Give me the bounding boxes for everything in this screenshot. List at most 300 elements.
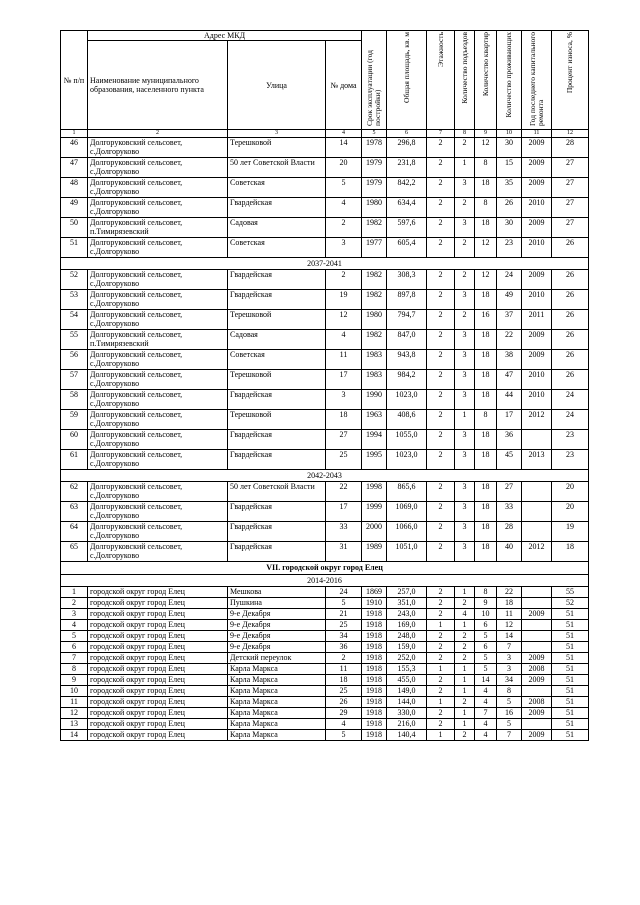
- area-cell: 144,0: [387, 697, 427, 708]
- header-num: № п/п: [61, 31, 88, 130]
- column-index: 1: [61, 130, 88, 138]
- wear-percent-cell: 20: [552, 502, 589, 522]
- wear-percent-cell: 23: [552, 450, 589, 470]
- entrances-cell: 1: [455, 686, 475, 697]
- table-row: [61, 697, 589, 708]
- table-row: [61, 522, 589, 542]
- street-cell: Советская: [228, 350, 326, 370]
- area-cell: 155,3: [387, 664, 427, 675]
- municipality-cell: городской округ город Елец: [88, 730, 228, 741]
- row-number: 10: [61, 686, 88, 697]
- floors-cell: 2: [427, 178, 455, 198]
- table-row: [61, 482, 589, 502]
- municipality-cell: Долгоруковский сельсовет, с.Долгоруково: [88, 542, 228, 562]
- floors-cell: 2: [427, 158, 455, 178]
- wear-percent-cell: 51: [552, 642, 589, 653]
- area-cell: 308,3: [387, 270, 427, 290]
- wear-percent-cell: 51: [552, 631, 589, 642]
- header-year: Срок эксплуатации (год постройки): [362, 31, 387, 130]
- apartments-cell: 12: [475, 138, 497, 158]
- year-cell: 1918: [362, 631, 387, 642]
- header-residents: Количество проживающих: [497, 31, 522, 130]
- residents-cell: 28: [497, 522, 522, 542]
- column-index: 2: [88, 130, 228, 138]
- apartments-cell: 7: [475, 708, 497, 719]
- column-index: 12: [552, 130, 589, 138]
- column-index: 8: [455, 130, 475, 138]
- wear-percent-cell: 51: [552, 686, 589, 697]
- entrances-cell: 2: [455, 270, 475, 290]
- wear-percent-cell: 51: [552, 620, 589, 631]
- area-cell: 943,8: [387, 350, 427, 370]
- year-cell: 1983: [362, 370, 387, 390]
- floors-cell: 2: [427, 138, 455, 158]
- municipality-cell: Долгоруковский сельсовет, с.Долгоруково: [88, 198, 228, 218]
- floors-cell: 2: [427, 390, 455, 410]
- residents-cell: 36: [497, 430, 522, 450]
- wear-percent-cell: 26: [552, 238, 589, 258]
- table-row: [61, 620, 589, 631]
- wear-percent-cell: 24: [552, 410, 589, 430]
- apartments-cell: 18: [475, 482, 497, 502]
- house-number-cell: 5: [326, 598, 362, 609]
- table-row: [61, 430, 589, 450]
- table-row: [61, 330, 589, 350]
- street-cell: Детский переулок: [228, 653, 326, 664]
- apartments-cell: 9: [475, 598, 497, 609]
- floors-cell: 2: [427, 522, 455, 542]
- row-number: 51: [61, 238, 88, 258]
- year-cell: 1918: [362, 642, 387, 653]
- year-cell: 1869: [362, 587, 387, 598]
- wear-percent-cell: 52: [552, 598, 589, 609]
- residents-cell: 15: [497, 158, 522, 178]
- municipality-cell: Долгоруковский сельсовет, с.Долгоруково: [88, 522, 228, 542]
- row-number: 7: [61, 653, 88, 664]
- municipality-cell: Долгоруковский сельсовет, с.Долгоруково: [88, 450, 228, 470]
- residents-cell: 30: [497, 218, 522, 238]
- house-number-cell: 2: [326, 270, 362, 290]
- table-row: [61, 664, 589, 675]
- entrances-cell: 3: [455, 218, 475, 238]
- entrances-cell: 3: [455, 502, 475, 522]
- wear-percent-cell: 20: [552, 482, 589, 502]
- row-number: 63: [61, 502, 88, 522]
- region-heading-row: [61, 562, 589, 575]
- housing-register-table: [60, 30, 589, 741]
- house-number-cell: 26: [326, 697, 362, 708]
- residents-cell: 7: [497, 642, 522, 653]
- house-number-cell: 17: [326, 502, 362, 522]
- floors-cell: 2: [427, 598, 455, 609]
- table-body: [61, 138, 589, 741]
- area-cell: 159,0: [387, 642, 427, 653]
- house-number-cell: 2: [326, 653, 362, 664]
- wear-percent-cell: 18: [552, 542, 589, 562]
- header-address: Адрес МКД: [88, 31, 362, 41]
- year-cell: 1918: [362, 697, 387, 708]
- municipality-cell: Долгоруковский сельсовет, с.Долгоруково: [88, 502, 228, 522]
- street-cell: Терешковой: [228, 410, 326, 430]
- municipality-cell: городской округ город Елец: [88, 631, 228, 642]
- street-cell: Карла Маркса: [228, 730, 326, 741]
- table-row: [61, 450, 589, 470]
- repair-year-cell: [522, 502, 552, 522]
- house-number-cell: 20: [326, 158, 362, 178]
- period-heading-row: [61, 575, 589, 587]
- street-cell: Гвардейская: [228, 522, 326, 542]
- table-row: [61, 598, 589, 609]
- year-cell: 1995: [362, 450, 387, 470]
- street-cell: Гвардейская: [228, 430, 326, 450]
- entrances-cell: 1: [455, 708, 475, 719]
- municipality-cell: Долгоруковский сельсовет, с.Долгоруково: [88, 290, 228, 310]
- area-cell: 257,0: [387, 587, 427, 598]
- table-row: [61, 708, 589, 719]
- wear-percent-cell: 26: [552, 290, 589, 310]
- entrances-cell: 3: [455, 482, 475, 502]
- floors-cell: 2: [427, 642, 455, 653]
- street-cell: Садовая: [228, 330, 326, 350]
- period-heading-row: [61, 470, 589, 482]
- wear-percent-cell: 51: [552, 664, 589, 675]
- area-cell: 296,8: [387, 138, 427, 158]
- entrances-cell: 3: [455, 522, 475, 542]
- residents-cell: 30: [497, 138, 522, 158]
- apartments-cell: 18: [475, 370, 497, 390]
- header-entrances: Количество подъездов: [455, 31, 475, 130]
- repair-year-cell: [522, 430, 552, 450]
- municipality-cell: Долгоруковский сельсовет, п.Тимирязевский: [88, 218, 228, 238]
- entrances-cell: 3: [455, 542, 475, 562]
- residents-cell: 5: [497, 719, 522, 730]
- municipality-cell: городской округ город Елец: [88, 664, 228, 675]
- year-cell: 2000: [362, 522, 387, 542]
- year-cell: 1918: [362, 719, 387, 730]
- column-index: 4: [326, 130, 362, 138]
- repair-year-cell: 2008: [522, 664, 552, 675]
- street-cell: Карла Маркса: [228, 719, 326, 730]
- residents-cell: 3: [497, 653, 522, 664]
- wear-percent-cell: 27: [552, 218, 589, 238]
- table-row: [61, 730, 589, 741]
- area-cell: 252,0: [387, 653, 427, 664]
- street-cell: Карла Маркса: [228, 697, 326, 708]
- year-cell: 1977: [362, 238, 387, 258]
- apartments-cell: 18: [475, 330, 497, 350]
- year-cell: 1982: [362, 270, 387, 290]
- year-cell: 1918: [362, 675, 387, 686]
- area-cell: 842,2: [387, 178, 427, 198]
- repair-year-cell: 2010: [522, 390, 552, 410]
- area-cell: 1055,0: [387, 430, 427, 450]
- municipality-cell: Долгоруковский сельсовет, с.Долгоруково: [88, 158, 228, 178]
- repair-year-cell: 2009: [522, 675, 552, 686]
- street-cell: 9-е Декабря: [228, 642, 326, 653]
- entrances-cell: 1: [455, 620, 475, 631]
- municipality-cell: Долгоруковский сельсовет, с.Долгоруково: [88, 138, 228, 158]
- floors-cell: 2: [427, 686, 455, 697]
- entrances-cell: 2: [455, 310, 475, 330]
- area-cell: 351,0: [387, 598, 427, 609]
- residents-cell: 35: [497, 178, 522, 198]
- street-cell: Пушкина: [228, 598, 326, 609]
- house-number-cell: 27: [326, 430, 362, 450]
- residents-cell: 7: [497, 730, 522, 741]
- entrances-cell: 1: [455, 664, 475, 675]
- apartments-cell: 18: [475, 430, 497, 450]
- residents-cell: 47: [497, 370, 522, 390]
- row-number: 46: [61, 138, 88, 158]
- entrances-cell: 2: [455, 631, 475, 642]
- entrances-cell: 4: [455, 609, 475, 620]
- year-cell: 1918: [362, 664, 387, 675]
- repair-year-cell: 2009: [522, 609, 552, 620]
- header-street: Улица: [228, 41, 326, 130]
- floors-cell: 2: [427, 587, 455, 598]
- residents-cell: 34: [497, 675, 522, 686]
- repair-year-cell: [522, 631, 552, 642]
- apartments-cell: 6: [475, 620, 497, 631]
- header-floors: Этажность: [427, 31, 455, 130]
- apartments-cell: 18: [475, 218, 497, 238]
- wear-percent-cell: 28: [552, 138, 589, 158]
- year-cell: 1990: [362, 390, 387, 410]
- wear-percent-cell: 27: [552, 198, 589, 218]
- municipality-cell: Долгоруковский сельсовет, с.Долгоруково: [88, 370, 228, 390]
- repair-year-cell: [522, 620, 552, 631]
- street-cell: Карла Маркса: [228, 686, 326, 697]
- street-cell: Гвардейская: [228, 542, 326, 562]
- table-row: [61, 370, 589, 390]
- house-number-cell: 25: [326, 620, 362, 631]
- floors-cell: 2: [427, 631, 455, 642]
- apartments-cell: 10: [475, 609, 497, 620]
- entrances-cell: 1: [455, 410, 475, 430]
- year-cell: 1998: [362, 482, 387, 502]
- house-number-cell: 5: [326, 730, 362, 741]
- apartments-cell: 18: [475, 290, 497, 310]
- row-number: 12: [61, 708, 88, 719]
- repair-year-cell: 2012: [522, 410, 552, 430]
- entrances-cell: 2: [455, 642, 475, 653]
- area-cell: 597,6: [387, 218, 427, 238]
- street-cell: Гвардейская: [228, 290, 326, 310]
- year-cell: 1910: [362, 598, 387, 609]
- street-cell: 9-е Декабря: [228, 631, 326, 642]
- apartments-cell: 5: [475, 653, 497, 664]
- table-row: [61, 178, 589, 198]
- entrances-cell: 1: [455, 158, 475, 178]
- area-cell: 455,0: [387, 675, 427, 686]
- table-row: [61, 653, 589, 664]
- area-cell: 243,0: [387, 609, 427, 620]
- residents-cell: 22: [497, 330, 522, 350]
- row-number: 54: [61, 310, 88, 330]
- area-cell: 169,0: [387, 620, 427, 631]
- row-number: 65: [61, 542, 88, 562]
- residents-cell: 3: [497, 664, 522, 675]
- floors-cell: 2: [427, 218, 455, 238]
- year-cell: 1918: [362, 609, 387, 620]
- table-row: [61, 390, 589, 410]
- column-index: 11: [522, 130, 552, 138]
- wear-percent-cell: 19: [552, 522, 589, 542]
- apartments-cell: 4: [475, 697, 497, 708]
- apartments-cell: 18: [475, 178, 497, 198]
- street-cell: Карла Маркса: [228, 664, 326, 675]
- residents-cell: 44: [497, 390, 522, 410]
- table-row: [61, 350, 589, 370]
- row-number: 8: [61, 664, 88, 675]
- floors-cell: 2: [427, 350, 455, 370]
- residents-cell: 26: [497, 198, 522, 218]
- area-cell: 865,6: [387, 482, 427, 502]
- house-number-cell: 25: [326, 450, 362, 470]
- floors-cell: 2: [427, 609, 455, 620]
- apartments-cell: 4: [475, 686, 497, 697]
- residents-cell: 18: [497, 598, 522, 609]
- period-heading: 2014-2016: [61, 575, 589, 587]
- row-number: 11: [61, 697, 88, 708]
- apartments-cell: 8: [475, 587, 497, 598]
- floors-cell: 2: [427, 270, 455, 290]
- municipality-cell: Долгоруковский сельсовет, с.Долгоруково: [88, 482, 228, 502]
- year-cell: 1918: [362, 686, 387, 697]
- entrances-cell: 3: [455, 178, 475, 198]
- wear-percent-cell: 51: [552, 675, 589, 686]
- street-cell: Терешковой: [228, 310, 326, 330]
- municipality-cell: Долгоруковский сельсовет, п.Тимирязевский: [88, 330, 228, 350]
- table-row: [61, 631, 589, 642]
- floors-cell: 1: [427, 620, 455, 631]
- row-number: 56: [61, 350, 88, 370]
- wear-percent-cell: 51: [552, 708, 589, 719]
- municipality-cell: Долгоруковский сельсовет, с.Долгоруково: [88, 430, 228, 450]
- table-row: [61, 270, 589, 290]
- house-number-cell: 18: [326, 675, 362, 686]
- residents-cell: 40: [497, 542, 522, 562]
- residents-cell: 17: [497, 410, 522, 430]
- residents-cell: 37: [497, 310, 522, 330]
- house-number-cell: 4: [326, 198, 362, 218]
- floors-cell: 2: [427, 430, 455, 450]
- table-row: [61, 290, 589, 310]
- entrances-cell: 2: [455, 653, 475, 664]
- street-cell: Гвардейская: [228, 198, 326, 218]
- repair-year-cell: 2009: [522, 653, 552, 664]
- apartments-cell: 8: [475, 158, 497, 178]
- table-row: [61, 138, 589, 158]
- repair-year-cell: 2009: [522, 270, 552, 290]
- repair-year-cell: [522, 686, 552, 697]
- floors-cell: 1: [427, 697, 455, 708]
- residents-cell: 12: [497, 620, 522, 631]
- repair-year-cell: [522, 587, 552, 598]
- municipality-cell: городской округ город Елец: [88, 587, 228, 598]
- row-number: 52: [61, 270, 88, 290]
- residents-cell: 38: [497, 350, 522, 370]
- municipality-cell: городской округ город Елец: [88, 697, 228, 708]
- municipality-cell: городской округ город Елец: [88, 642, 228, 653]
- house-number-cell: 11: [326, 664, 362, 675]
- year-cell: 1999: [362, 502, 387, 522]
- year-cell: 1989: [362, 542, 387, 562]
- wear-percent-cell: 51: [552, 719, 589, 730]
- municipality-cell: городской округ город Елец: [88, 598, 228, 609]
- apartments-cell: 5: [475, 631, 497, 642]
- floors-cell: 2: [427, 708, 455, 719]
- year-cell: 1983: [362, 350, 387, 370]
- municipality-cell: городской округ город Елец: [88, 708, 228, 719]
- area-cell: 149,0: [387, 686, 427, 697]
- house-number-cell: 22: [326, 482, 362, 502]
- table-row: [61, 158, 589, 178]
- header-municipality: Наименование муниципального образования, населенного пункта: [88, 41, 228, 130]
- entrances-cell: 3: [455, 350, 475, 370]
- repair-year-cell: 2009: [522, 730, 552, 741]
- table-row: [61, 410, 589, 430]
- entrances-cell: 2: [455, 598, 475, 609]
- year-cell: 1918: [362, 708, 387, 719]
- street-cell: Терешковой: [228, 370, 326, 390]
- street-cell: 50 лет Советской Власти: [228, 158, 326, 178]
- year-cell: 1918: [362, 653, 387, 664]
- apartments-cell: 4: [475, 730, 497, 741]
- residents-cell: 49: [497, 290, 522, 310]
- house-number-cell: 12: [326, 310, 362, 330]
- floors-cell: 1: [427, 664, 455, 675]
- row-number: 57: [61, 370, 88, 390]
- residents-cell: 24: [497, 270, 522, 290]
- area-cell: 984,2: [387, 370, 427, 390]
- floors-cell: 2: [427, 719, 455, 730]
- floors-cell: 2: [427, 290, 455, 310]
- house-number-cell: 29: [326, 708, 362, 719]
- wear-percent-cell: 24: [552, 390, 589, 410]
- table-row: [61, 675, 589, 686]
- apartments-cell: 14: [475, 675, 497, 686]
- year-cell: 1918: [362, 730, 387, 741]
- row-number: 13: [61, 719, 88, 730]
- wear-percent-cell: 26: [552, 330, 589, 350]
- entrances-cell: 3: [455, 370, 475, 390]
- year-cell: 1979: [362, 178, 387, 198]
- house-number-cell: 31: [326, 542, 362, 562]
- wear-percent-cell: 51: [552, 730, 589, 741]
- house-number-cell: 19: [326, 290, 362, 310]
- repair-year-cell: 2009: [522, 708, 552, 719]
- municipality-cell: городской округ город Елец: [88, 719, 228, 730]
- wear-percent-cell: 51: [552, 609, 589, 620]
- floors-cell: 1: [427, 730, 455, 741]
- header-house: № дома: [326, 41, 362, 130]
- area-cell: 1069,0: [387, 502, 427, 522]
- row-number: 58: [61, 390, 88, 410]
- house-number-cell: 25: [326, 686, 362, 697]
- repair-year-cell: [522, 482, 552, 502]
- row-number: 5: [61, 631, 88, 642]
- period-heading-row: [61, 258, 589, 270]
- header-repair: Год последнего капитального ремонта: [522, 31, 552, 130]
- wear-percent-cell: 26: [552, 370, 589, 390]
- area-cell: 847,0: [387, 330, 427, 350]
- municipality-cell: городской округ город Елец: [88, 686, 228, 697]
- street-cell: Гвардейская: [228, 270, 326, 290]
- repair-year-cell: 2010: [522, 370, 552, 390]
- table-header: [61, 31, 589, 138]
- area-cell: 231,8: [387, 158, 427, 178]
